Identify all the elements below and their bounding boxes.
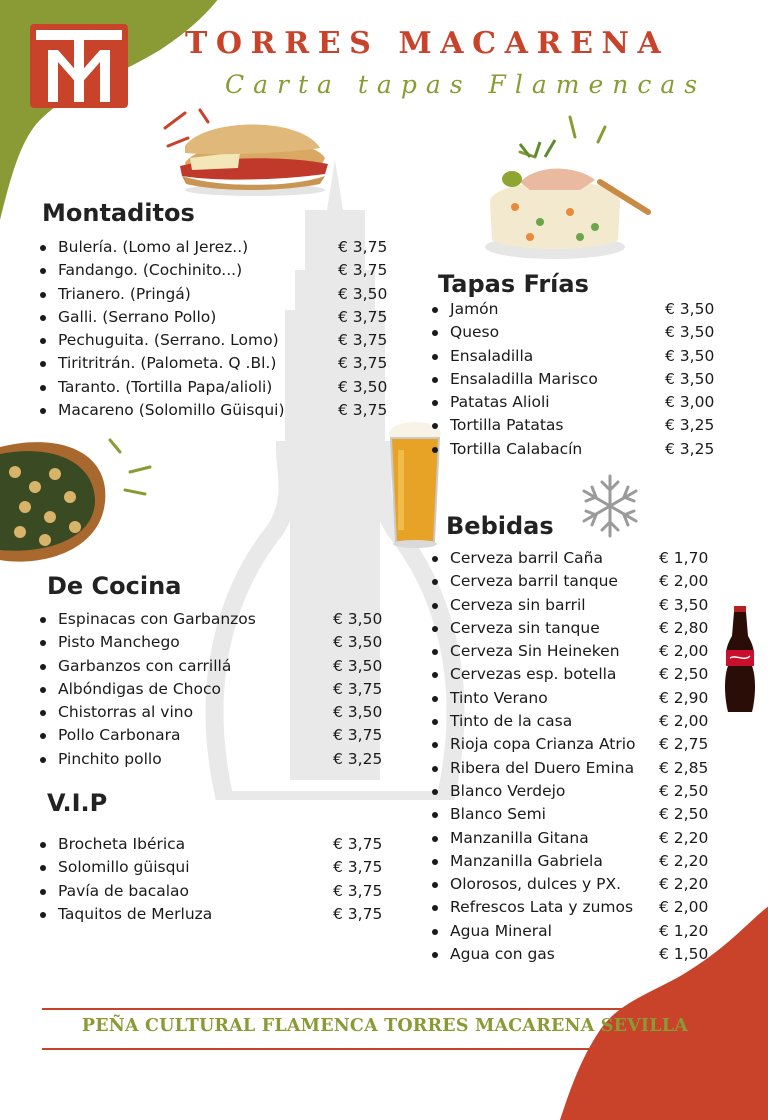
menu-item — [58, 833, 388, 856]
menu-item-price: € 3,50 — [338, 284, 388, 303]
menu-item-name: Cerveza barril Caña — [450, 549, 603, 567]
menu-item-price: € 2,00 — [659, 712, 709, 731]
sandwich-image — [160, 108, 335, 198]
menu-item — [450, 780, 720, 803]
menu-item-name: Cerveza sin tanque — [450, 618, 600, 637]
coca-cola-bottle-image — [722, 606, 758, 716]
menu-item-name: Macareno (Solomillo Güisqui) — [58, 401, 285, 420]
menu-item-name: Agua con gas — [450, 945, 555, 964]
section-title-montaditos: Montaditos — [42, 199, 195, 227]
menu-item-price: € 2,75 — [659, 735, 709, 754]
menu-item-price: € 1,50 — [659, 945, 709, 964]
menu-item-name: Agua Mineral — [450, 921, 552, 940]
menu-item-price: € 3,75 — [333, 726, 383, 745]
de-cocina-list — [58, 608, 388, 771]
section-title-tapas-frias: Tapas Frías — [438, 270, 589, 298]
menu-item-price: € 2,00 — [659, 642, 709, 661]
menu-item-name: Brocheta Ibérica — [58, 835, 186, 853]
menu-item — [450, 943, 720, 966]
menu-item-price: € 3,75 — [338, 307, 388, 326]
menu-item-name: Taquitos de Merluza — [58, 904, 213, 923]
menu-item-name: Olorosos, dulces y PX. — [450, 875, 622, 894]
menu-item-price: € 3,75 — [338, 354, 388, 373]
menu-item-price: € 3,50 — [333, 656, 383, 675]
menu-item-price: € 3,75 — [333, 881, 383, 900]
menu-item-name: Tinto Verano — [450, 688, 548, 707]
menu-item-name: Pisto Manchego — [58, 633, 180, 652]
menu-item — [58, 352, 398, 375]
menu-item-price: € 2,90 — [659, 688, 709, 707]
menu-item-price: € 2,00 — [659, 572, 709, 591]
menu-item — [450, 547, 720, 570]
menu-item — [450, 733, 720, 756]
menu-item-price: € 3,75 — [338, 331, 388, 350]
menu-item-name: Galli. (Serrano Pollo) — [58, 307, 217, 326]
menu-item-name: Tinto de la casa — [450, 712, 573, 731]
menu-item-name: Ensaladilla — [450, 346, 534, 365]
menu-item-price: € 2,20 — [659, 828, 709, 847]
menu-item-name: Ensaladilla Marisco — [450, 369, 598, 388]
menu-item-price: € 3,25 — [665, 439, 715, 458]
vip-list — [58, 833, 388, 926]
menu-item — [58, 903, 388, 926]
menu-item — [58, 329, 398, 352]
menu-item-price: € 3,25 — [333, 749, 383, 768]
menu-item-name: Chistorras al vino — [58, 703, 194, 722]
menu-item-name: Blanco Verdejo — [450, 781, 566, 800]
menu-item — [450, 298, 720, 321]
menu-item-name: Trianero. (Pringá) — [58, 284, 191, 303]
menu-item — [450, 594, 720, 617]
menu-item-price: € 2,80 — [659, 618, 709, 637]
footer-rule-bottom — [42, 1048, 728, 1050]
menu-item-price: € 3,75 — [338, 401, 388, 420]
menu-item — [450, 850, 720, 873]
menu-item — [58, 701, 388, 724]
menu-item-name: Tortilla Calabacín — [450, 439, 583, 458]
menu-item-price: € 2,20 — [659, 875, 709, 894]
menu-item — [58, 678, 388, 701]
ensaladilla-image — [480, 112, 660, 267]
menu-item — [450, 570, 720, 593]
menu-item-price: € 3,75 — [333, 858, 383, 877]
menu-item-name: Manzanilla Gitana — [450, 828, 589, 847]
menu-item-name: Solomillo güisqui — [58, 858, 190, 877]
menu-item-name: Patatas Alioli — [450, 393, 550, 412]
menu-item-name: Cervezas esp. botella — [450, 665, 617, 684]
menu-item — [58, 856, 388, 879]
logo-tm — [30, 24, 128, 108]
menu-item-price: € 1,20 — [659, 921, 709, 940]
menu-item — [450, 438, 720, 461]
menu-item-name: Refrescos Lata y zumos — [450, 898, 634, 917]
menu-item — [58, 236, 398, 259]
menu-item-name: Cerveza Sin Heineken — [450, 642, 620, 661]
menu-item-price: € 3,50 — [665, 346, 715, 365]
menu-item — [58, 631, 388, 654]
garbanzos-image — [0, 432, 160, 572]
menu-item — [58, 724, 388, 747]
menu-item-name: Taranto. (Tortilla Papa/alioli) — [58, 377, 273, 396]
menu-item-price: € 3,75 — [338, 238, 388, 256]
menu-item-name: Queso — [450, 323, 500, 342]
menu-item-price: € 3,50 — [333, 633, 383, 652]
menu-item-price: € 3,75 — [333, 679, 383, 698]
menu-item-price: € 1,70 — [659, 549, 709, 567]
menu-item-name: Pavía de bacalao — [58, 881, 190, 900]
menu-item — [58, 306, 398, 329]
menu-item-price: € 2,20 — [659, 851, 709, 870]
menu-item-price: € 2,50 — [659, 781, 709, 800]
menu-item — [58, 608, 388, 631]
menu-item-price: € 3,50 — [659, 595, 709, 614]
menu-item-price: € 2,85 — [659, 758, 709, 777]
page-subtitle: Carta tapas Flamencas — [225, 70, 707, 99]
menu-item-name: Manzanilla Gabriela — [450, 851, 603, 870]
menu-item-name: Blanco Semi — [450, 805, 546, 824]
menu-item-price: € 3,50 — [665, 323, 715, 342]
section-title-vip: V.I.P — [47, 789, 108, 817]
menu-item-name: Rioja copa Crianza Atrio — [450, 735, 636, 754]
menu-item-price: € 3,50 — [665, 369, 715, 388]
menu-item-price: € 3,50 — [333, 703, 383, 722]
menu-item — [450, 617, 720, 640]
bebidas-list — [450, 547, 720, 966]
menu-item-price: € 3,75 — [338, 261, 388, 280]
menu-item — [450, 321, 720, 344]
menu-item — [450, 640, 720, 663]
menu-item-price: € 2,00 — [659, 898, 709, 917]
footer-rule-top — [42, 1008, 728, 1010]
beer-glass-image — [386, 420, 444, 550]
menu-item — [450, 414, 720, 437]
menu-item — [450, 757, 720, 780]
page-title: TORRES MACARENA — [185, 26, 670, 61]
menu-item — [58, 283, 398, 306]
section-title-de-cocina: De Cocina — [47, 572, 182, 600]
menu-item — [450, 391, 720, 414]
section-title-bebidas: Bebidas — [446, 512, 554, 540]
menu-item-name: Pechuguita. (Serrano. Lomo) — [58, 331, 279, 350]
menu-item — [450, 687, 720, 710]
menu-item — [58, 399, 398, 422]
menu-item-name: Albóndigas de Choco — [58, 679, 221, 698]
menu-item-price: € 2,50 — [659, 805, 709, 824]
menu-item-price: € 3,25 — [665, 416, 715, 435]
menu-item — [58, 376, 398, 399]
menu-item — [58, 880, 388, 903]
menu-item — [450, 803, 720, 826]
menu-item-name: Cerveza barril tanque — [450, 572, 618, 591]
menu-item-name: Bulería. (Lomo al Jerez..) — [58, 238, 249, 256]
menu-item-price: € 2,50 — [659, 665, 709, 684]
menu-item — [58, 748, 388, 771]
menu-item — [450, 873, 720, 896]
snowflake-icon — [576, 472, 644, 540]
menu-item — [450, 345, 720, 368]
menu-item — [450, 827, 720, 850]
menu-item-name: Pinchito pollo — [58, 749, 162, 768]
menu-item — [450, 368, 720, 391]
menu-item — [58, 259, 398, 282]
menu-item-price: € 3,50 — [333, 610, 383, 628]
footer-text: PEÑA CULTURAL FLAMENCA TORRES MACARENA SEVILLA — [81, 1016, 689, 1036]
menu-item — [450, 710, 720, 733]
menu-item — [450, 663, 720, 686]
menu-item — [58, 655, 388, 678]
menu-item-price: € 3,75 — [333, 835, 383, 853]
menu-item-name: Garbanzos con carrillá — [58, 656, 232, 675]
menu-item-name: Ribera del Duero Emina — [450, 758, 635, 777]
menu-item-name: Jamón — [450, 300, 499, 318]
menu-item-name: Tortilla Patatas — [450, 416, 564, 435]
tapas-frias-list — [450, 298, 720, 461]
menu-item-name: Fandango. (Cochinito...) — [58, 261, 243, 280]
menu-item-name: Tiritritrán. (Palometa. Q .Bl.) — [58, 354, 277, 373]
menu-item-name: Espinacas con Garbanzos — [58, 610, 256, 628]
menu-item — [450, 896, 720, 919]
menu-item-name: Cerveza sin barril — [450, 595, 586, 614]
montaditos-list — [58, 236, 398, 422]
menu-item-name: Pollo Carbonara — [58, 726, 181, 745]
menu-item — [450, 920, 720, 943]
menu-item-price: € 3,00 — [665, 393, 715, 412]
menu-item-price: € 3,50 — [338, 377, 388, 396]
menu-item-price: € 3,50 — [665, 300, 715, 318]
menu-item-price: € 3,75 — [333, 904, 383, 923]
